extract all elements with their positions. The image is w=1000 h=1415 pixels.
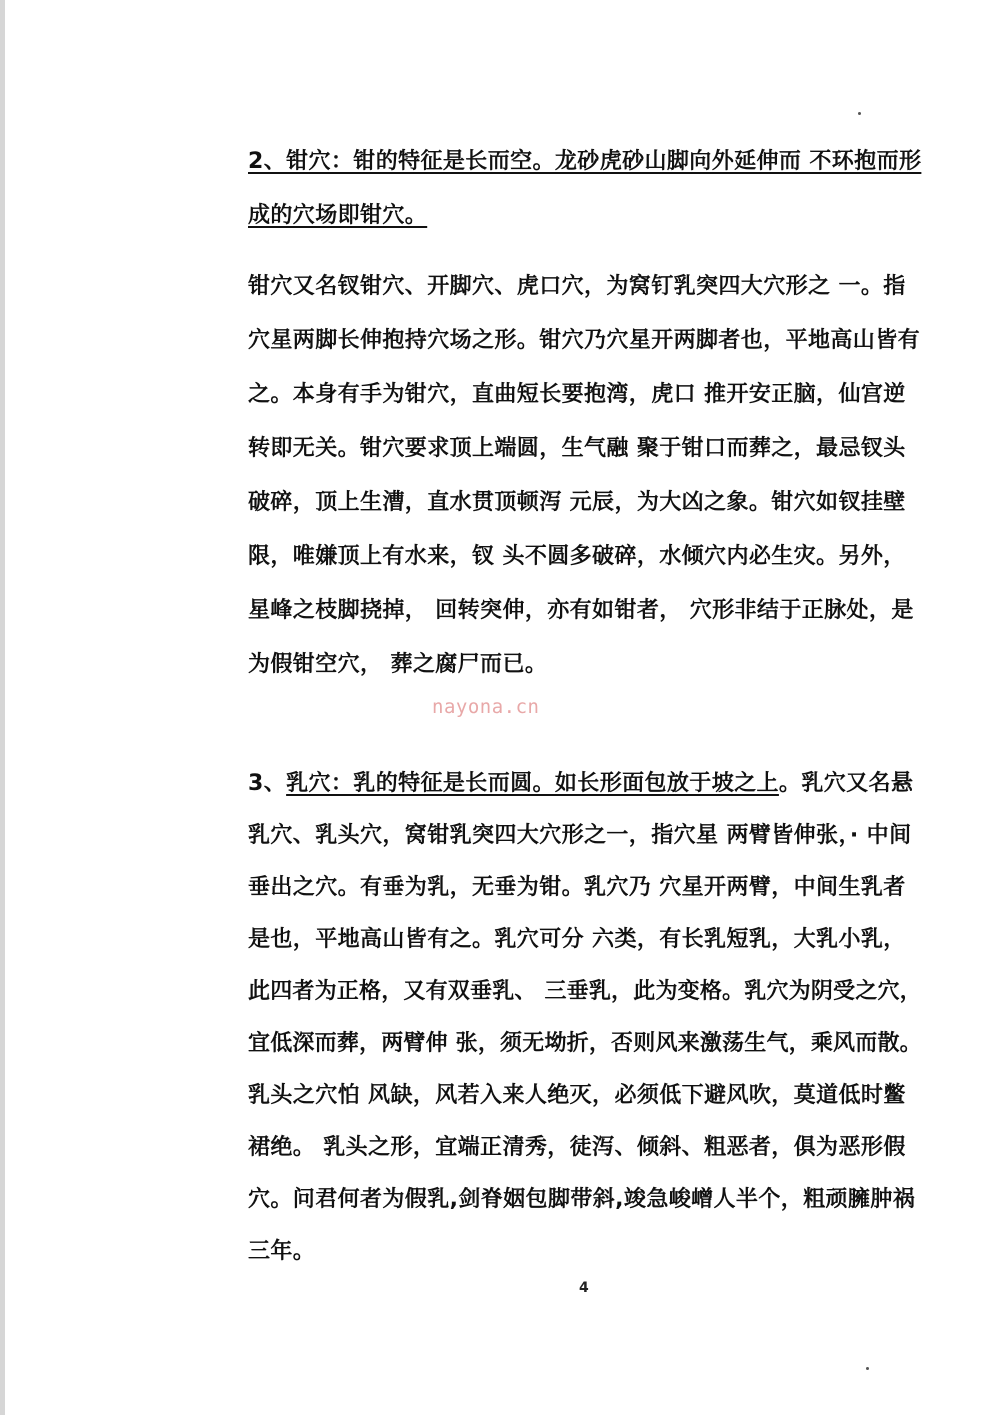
section-3-paragraph-line: 乳穴、乳头穴，窝钳乳突四大穴形之一，指穴星 两臂皆伸张，· 中间 [248, 823, 912, 848]
watermark-text: nayona.cn [432, 696, 540, 718]
section-2-paragraph-line: 钳穴又名钗钳穴、开脚穴、虎口穴，为窝钉乳突四大穴形之 一。指 [248, 274, 906, 299]
scan-edge-shadow [0, 0, 5, 1415]
section-2-paragraph-line: 限，唯嫌顶上有水来，钗 头不圆多破碎，水倾穴内必生灾。另外， [248, 544, 906, 569]
section-3-paragraph-line: 穴。问君何者为假乳,剑脊姻包脚带斜,竣急峻嶒人半个，粗顽臃肿祸 [248, 1187, 916, 1212]
section-3-paragraph-line: 三年。 [248, 1239, 316, 1264]
scan-speck [866, 1367, 869, 1370]
section-2-paragraph-line: 破碎，顶上生漕，直水贯顶顿泻 元辰，为大凶之象。钳穴如钗挂壁 [248, 490, 906, 515]
scan-speck [858, 112, 861, 115]
section-3-heading-underlined: 乳穴：乳的特征是长而圆。如长形面包放于坡之上 [286, 771, 779, 796]
section-2-heading-line-2: 成的穴场即钳穴。 [248, 203, 428, 228]
section-2-heading-line-1: 2、钳穴：钳的特征是长而空。龙砂虎砂山脚向外延伸而 不环抱而形 [248, 149, 922, 174]
section-3-paragraph-line: 宜低深而葬，两臂伸 张，须无坳折，否则风来激荡生气，乘风而散。 [248, 1031, 922, 1056]
section-3-paragraph-line: 乳头之穴怕 风缺，风若入来人绝灭，必须低下避风吹，莫道低时鳖 [248, 1083, 906, 1108]
page-number: 4 [579, 1280, 589, 1296]
section-2 [248, 148, 923, 677]
section-3-paragraph-line: 此四者为正格，又有双垂乳、 三垂乳，此为变格。乳穴为阴受之穴， [248, 979, 922, 1004]
section-3-paragraph-line: 裙绝。 乳头之形，宜端正清秀，徒泻、倾斜、粗恶者，俱为恶形假 [248, 1135, 906, 1160]
section-2-paragraph-line: 之。本身有手为钳穴，直曲短长要抱湾，虎口 推开安正脑，仙宫逆 [248, 382, 906, 407]
section-3-heading [248, 770, 913, 798]
section-2-paragraph-line: 穴星两脚长伸抱持穴场之形。钳穴乃穴星开两脚者也，平地高山皆有 [248, 328, 921, 353]
section-3-number: 3、 [248, 771, 287, 796]
section-3 [248, 770, 923, 1264]
section-2-paragraph-line: 星峰之枝脚挠掉， 回转突伸，亦有如钳者， 穴形非结于正脉处，是 [248, 598, 914, 623]
section-3-heading-rest: 。乳穴又名悬 [778, 771, 914, 796]
section-3-paragraph-line: 垂出之穴。有垂为乳，无垂为钳。乳穴乃 穴星开两臂，中间生乳者 [248, 875, 906, 900]
section-3-paragraph-line: 是也，平地高山皆有之。乳穴可分 六类，有长乳短乳，大乳小乳， [248, 927, 906, 952]
section-2-paragraph-line: 转即无关。钳穴要求顶上端圆，生气融 聚于钳口而葬之，最忌钗头 [248, 436, 906, 461]
section-2-paragraph-line: 为假钳空穴， 葬之腐尸而已。 [248, 652, 548, 677]
